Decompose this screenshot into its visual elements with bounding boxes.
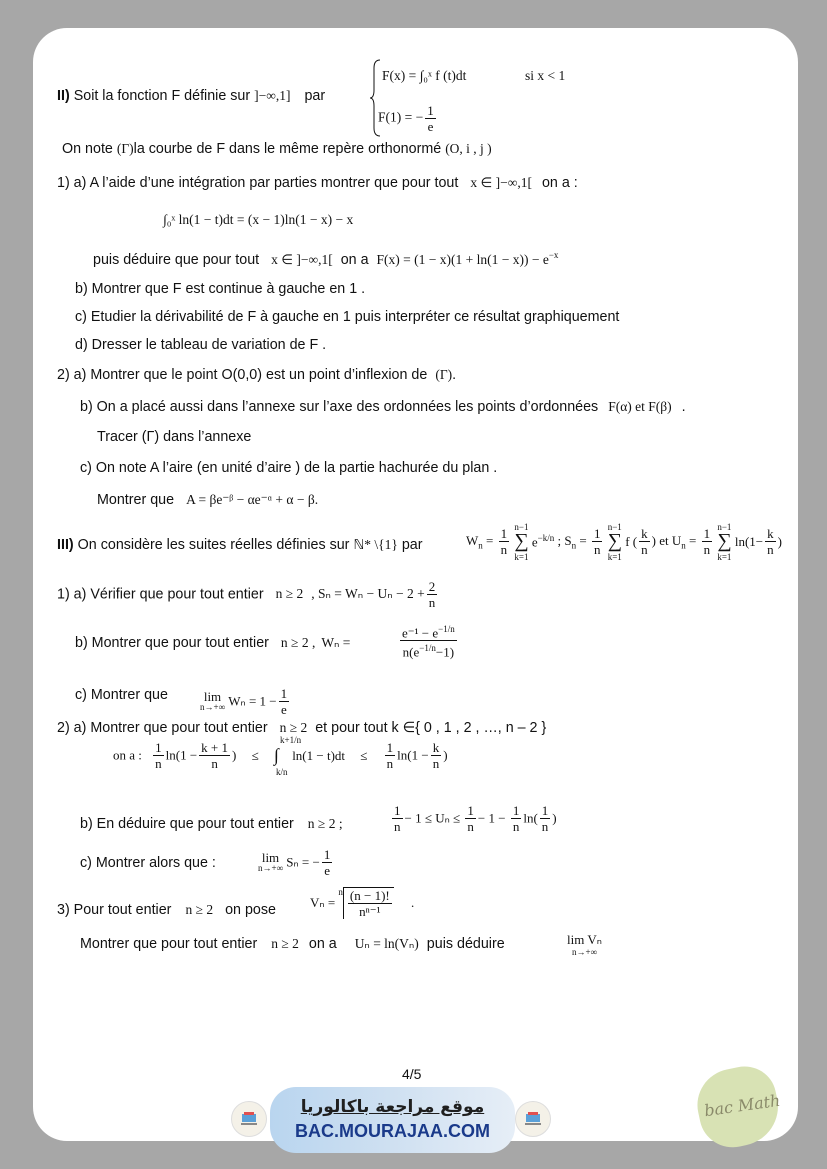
limit-vn: lim Vₙ n→+∞ bbox=[567, 932, 602, 957]
wn-fraction: $\frac{e^{-1} - e^{-1/n}}{n(e^{-1/n}-1)}$ bbox=[402, 624, 455, 660]
q1c-text: c) Etudier la dérivabilité de F à gauche en 1 puis interpréter ce résultat graphiquement bbox=[75, 309, 620, 325]
sequence-definitions: $W_n$ = $\frac{1}{n}$ ∑ n−1 k=1 $e^{-k/n}$ ; $S_n$ = $\frac{1}{n}$ ∑ n−1 k=1 f ( $\frac{k}{n}$ ) et $U_n$ = $\frac{1}{n}$ ∑ n−1 k=1 ln(1− $\frac{k}{n}$ ) bbox=[466, 522, 782, 562]
un-bounds: $\frac{1}{n}$ − 1 ≤ Uₙ ≤ $\frac{1}{n}$ − 1 − $\frac{1}{n}$ ln( $\frac{1}{n}$ ) bbox=[394, 803, 557, 834]
limit-wn: lim n→+∞ Wₙ = 1 − $\frac{1}{e}$ bbox=[200, 686, 288, 717]
inequality-line: on a : $\frac{1}{n}$ ln(1 − $\frac{k + 1}{n}$ ) ≤ ∫ k+1/n k/n ln(1 − t)dt ≤ $\frac{1}{n}$ ln(1 − $\frac{k}{n}$ ) bbox=[113, 735, 448, 777]
piecewise-condition: si x < 1 bbox=[525, 68, 566, 83]
q2b-text: b) On a placé aussi dans l’annexe sur l’axe des ordonnées les points d’ordonnées F(α) et F(β) . bbox=[80, 399, 686, 415]
limit-sn: lim n→+∞ Sₙ = − $\frac{1}{e}$ bbox=[258, 847, 331, 878]
bac-math-badge-text: bac Math bbox=[703, 1090, 782, 1121]
q1b-text: b) Montrer que F est continue à gauche en 1 . bbox=[75, 281, 366, 297]
part3-q1a: 1) a) Vérifier que pour tout entier n ≥ 2 , Sₙ = Wₙ − Uₙ − 2 + $\frac{2}{n}$ bbox=[57, 579, 436, 610]
site-url[interactable]: BAC.MOURAJAA.COM bbox=[295, 1121, 490, 1141]
part2-intro: II) Soit la fonction F définie sur ]−∞,1] par bbox=[57, 88, 326, 104]
part3-q1b: b) Montrer que pour tout entier n ≥ 2 , Wₙ = bbox=[75, 635, 351, 651]
part2-on-note: On note (Γ)la courbe de F dans le même repère orthonormé (O, i , j ) bbox=[62, 141, 492, 157]
part3-q2a: 2) a) Montrer que pour tout entier n ≥ 2 et pour tout k ∈{ 0 , 1 , 2 , …, n – 2 } bbox=[57, 720, 547, 736]
part3-intro: III) On considère les suites réelles définies sur ℕ* \{1} par bbox=[57, 537, 423, 553]
integral-identity: ∫₀ˣ ln(1 − t)dt = (x − 1)ln(1 − x) − x bbox=[163, 212, 354, 227]
part3-q2c: c) Montrer alors que : bbox=[80, 855, 216, 871]
site-banner[interactable] bbox=[270, 1087, 515, 1153]
part3-last: Montrer que pour tout entier n ≥ 2 on a Uₙ = ln(Vₙ) puis déduire bbox=[80, 936, 505, 952]
site-arabic-name: موقع مراجعة باكالوريا bbox=[300, 1097, 485, 1117]
site-logo-icon-right bbox=[515, 1101, 551, 1137]
q1a-text: 1) a) A l’aide d’une intégration par parties montrer que pour tout x ∈ ]−∞,1[ on a : bbox=[57, 175, 578, 191]
q2a-text: 2) a) Montrer que le point O(0,0) est un point d’inflexion de (Γ). bbox=[57, 367, 457, 383]
q1d-text: d) Dresser le tableau de variation de F . bbox=[75, 337, 327, 353]
q2c-text: c) On note A l’aire (en unité d’aire ) de la partie hachurée du plan . bbox=[80, 460, 498, 476]
vn-definition: Vₙ = $^n$ $\frac{(n - 1)!}{\text{nⁿ⁻¹}}$ . bbox=[310, 887, 415, 919]
piecewise-line2: F(1) = − $\frac{1}{e}$ bbox=[378, 103, 434, 134]
tracer-text: Tracer (Γ) dans l’annexe bbox=[97, 429, 252, 445]
site-logo-icon-left bbox=[231, 1101, 267, 1137]
piecewise-line1: F(x) = ∫₀ˣ f (t)dt bbox=[382, 68, 467, 83]
part3-q1c: c) Montrer que bbox=[75, 687, 168, 703]
area-formula-line: Montrer que A = βe⁻ᵝ − αe⁻ᵅ + α − β. bbox=[97, 492, 319, 508]
puis-deduire: puis déduire que pour tout x ∈ ]−∞,1[ on a $F(x) = (1 - x)(1 + \ln(1 - x)) - e^{-x}$ bbox=[93, 250, 559, 268]
part3-q2b: b) En déduire que pour tout entier n ≥ 2 ; bbox=[80, 816, 343, 832]
page-number: 4/5 bbox=[402, 1066, 422, 1082]
part3-q3: 3) Pour tout entier n ≥ 2 on pose bbox=[57, 902, 276, 918]
